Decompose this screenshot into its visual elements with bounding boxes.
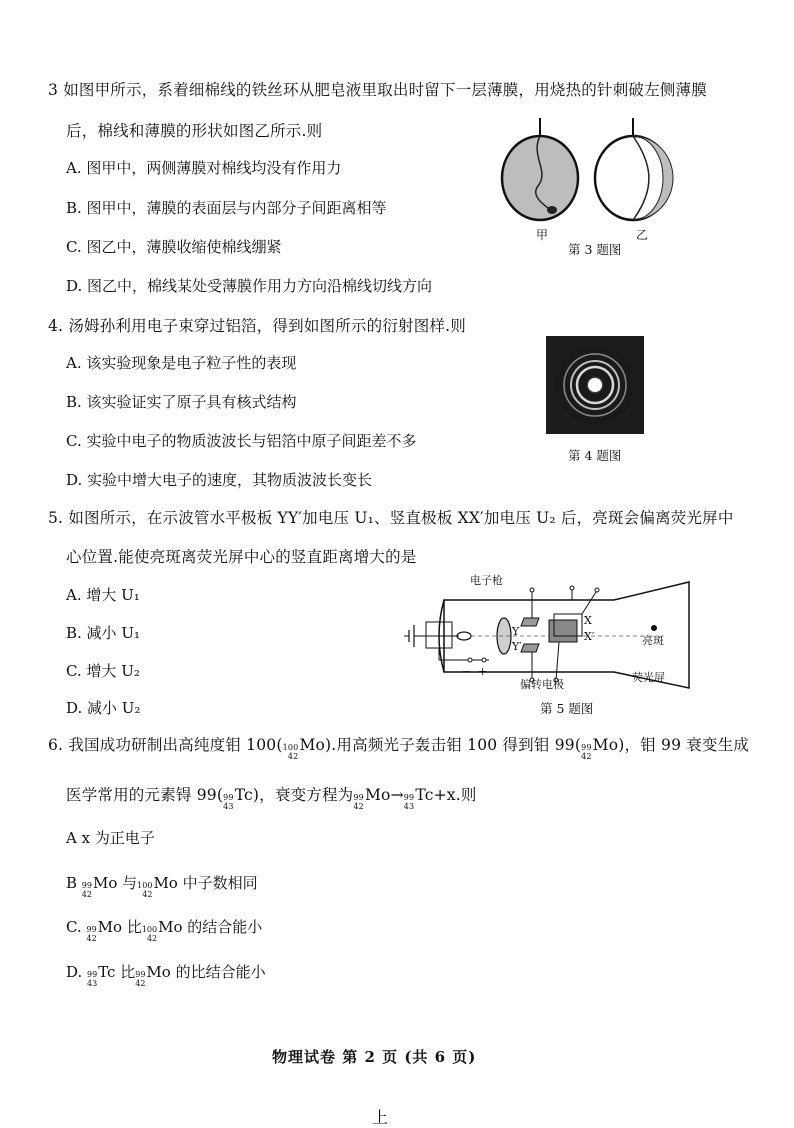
q3-stem-line2: 后，棉线和薄膜的形状如图乙所示.则 — [66, 122, 323, 140]
q5-stem-line1: 5. 如图所示，在示波管水平极板 YY′加电压 U₁、竖直极板 XX′加电压 U₂ 后，亮斑会偏离荧光屏中 — [48, 509, 734, 527]
ring-yi — [595, 118, 673, 220]
plate-x — [549, 620, 577, 642]
q5-label-minus: − — [462, 665, 472, 678]
q6-option-c: C. 99 42 Mo 比 100 42 Mo 的结合能小 — [66, 918, 263, 943]
q4-option-c: C. 实验中电子的物质波波长与铝箔中原子间距差不多 — [66, 432, 417, 450]
q5-option-b: B. 减小 U₁ — [66, 624, 140, 642]
q3-stem-line1: 3 如图甲所示，系着细棉线的铁丝环从肥皂液里取出时留下一层薄膜，用烧热的针刺破左侧薄膜 — [48, 81, 707, 99]
q4-diffraction-image — [546, 336, 644, 434]
q3-option-b: B. 图甲中，薄膜的表面层与内部分子间距离相等 — [66, 199, 387, 217]
q3-figure — [500, 116, 700, 246]
bright-spot — [651, 625, 657, 631]
q4-stem: 4. 汤姆孙利用电子束穿过铝箔，得到如图所示的衍射图样.则 — [48, 317, 466, 335]
q5-option-c: C. 增大 U₂ — [66, 662, 140, 680]
q5-label-yp: Y′ — [512, 640, 522, 653]
q6-stem-line1: 6. 我国成功研制出高纯度钼 100( 100 42 Mo).用高频光子轰击钼 100 得到钼 99( 99 42 Mo)，钼 99 衰变生成 — [48, 736, 750, 761]
q3-option-d: D. 图乙中，棉线某处受薄膜作用力方向沿棉线切线方向 — [66, 277, 433, 295]
q6-option-d: D. 99 43 Tc 比 99 42 Mo 的比结合能小 — [66, 963, 266, 988]
page-footer: 物理试卷 第 2 页 (共 6 页) — [272, 1048, 477, 1066]
q5-option-a: A. 增大 U₁ — [66, 586, 140, 604]
q5-label-plates: 偏转电极 — [520, 678, 564, 691]
q5-label-gun: 电子枪 — [470, 574, 503, 587]
cathode — [457, 632, 471, 640]
plate-y — [521, 618, 539, 626]
bottom-mark: 上 — [372, 1108, 389, 1127]
q6-option-b: B 99 42 Mo 与 100 42 Mo 中子数相同 — [66, 874, 258, 899]
q4-option-b: B. 该实验证实了原子具有核式结构 — [66, 393, 297, 411]
q4-caption: 第 4 题图 — [568, 448, 622, 463]
q5-label-y: Y — [512, 625, 520, 638]
q6-stem-line2: 医学常用的元素锝 99( 99 43 Tc)，衰变方程为 99 42 Mo→ 99 43 Tc+x.则 — [66, 786, 477, 811]
q3-option-a: A. 图甲中，两侧薄膜对棉线均没有作用力 — [66, 159, 342, 177]
q5-stem-line2: 心位置.能使亮斑离荧光屏中心的竖直距离增大的是 — [66, 548, 417, 566]
q6-option-a: A x 为正电子 — [66, 829, 155, 847]
q5-label-xp: X′ — [584, 630, 595, 643]
q3-caption: 第 3 题图 — [568, 242, 622, 257]
ring-jia — [502, 118, 578, 220]
q5-caption: 第 5 题图 — [540, 701, 594, 716]
q3-option-c: C. 图乙中，薄膜收缩使棉线绷紧 — [66, 238, 282, 256]
q3-label-jia: 甲 — [536, 228, 549, 242]
q5-label-x: X — [584, 614, 592, 627]
q5-option-d: D. 减小 U₂ — [66, 699, 141, 717]
q5-label-plus: + — [478, 665, 488, 678]
q5-label-spot: 亮斑 — [642, 634, 664, 647]
q4-option-a: A. 该实验现象是电子粒子性的表现 — [66, 354, 297, 372]
q4-option-d: D. 实验中增大电子的速度，其物质波波长变长 — [66, 471, 373, 489]
plate-yp — [521, 644, 539, 652]
q5-label-screen: 荧光屏 — [632, 671, 665, 684]
q3-label-yi: 乙 — [636, 228, 649, 242]
